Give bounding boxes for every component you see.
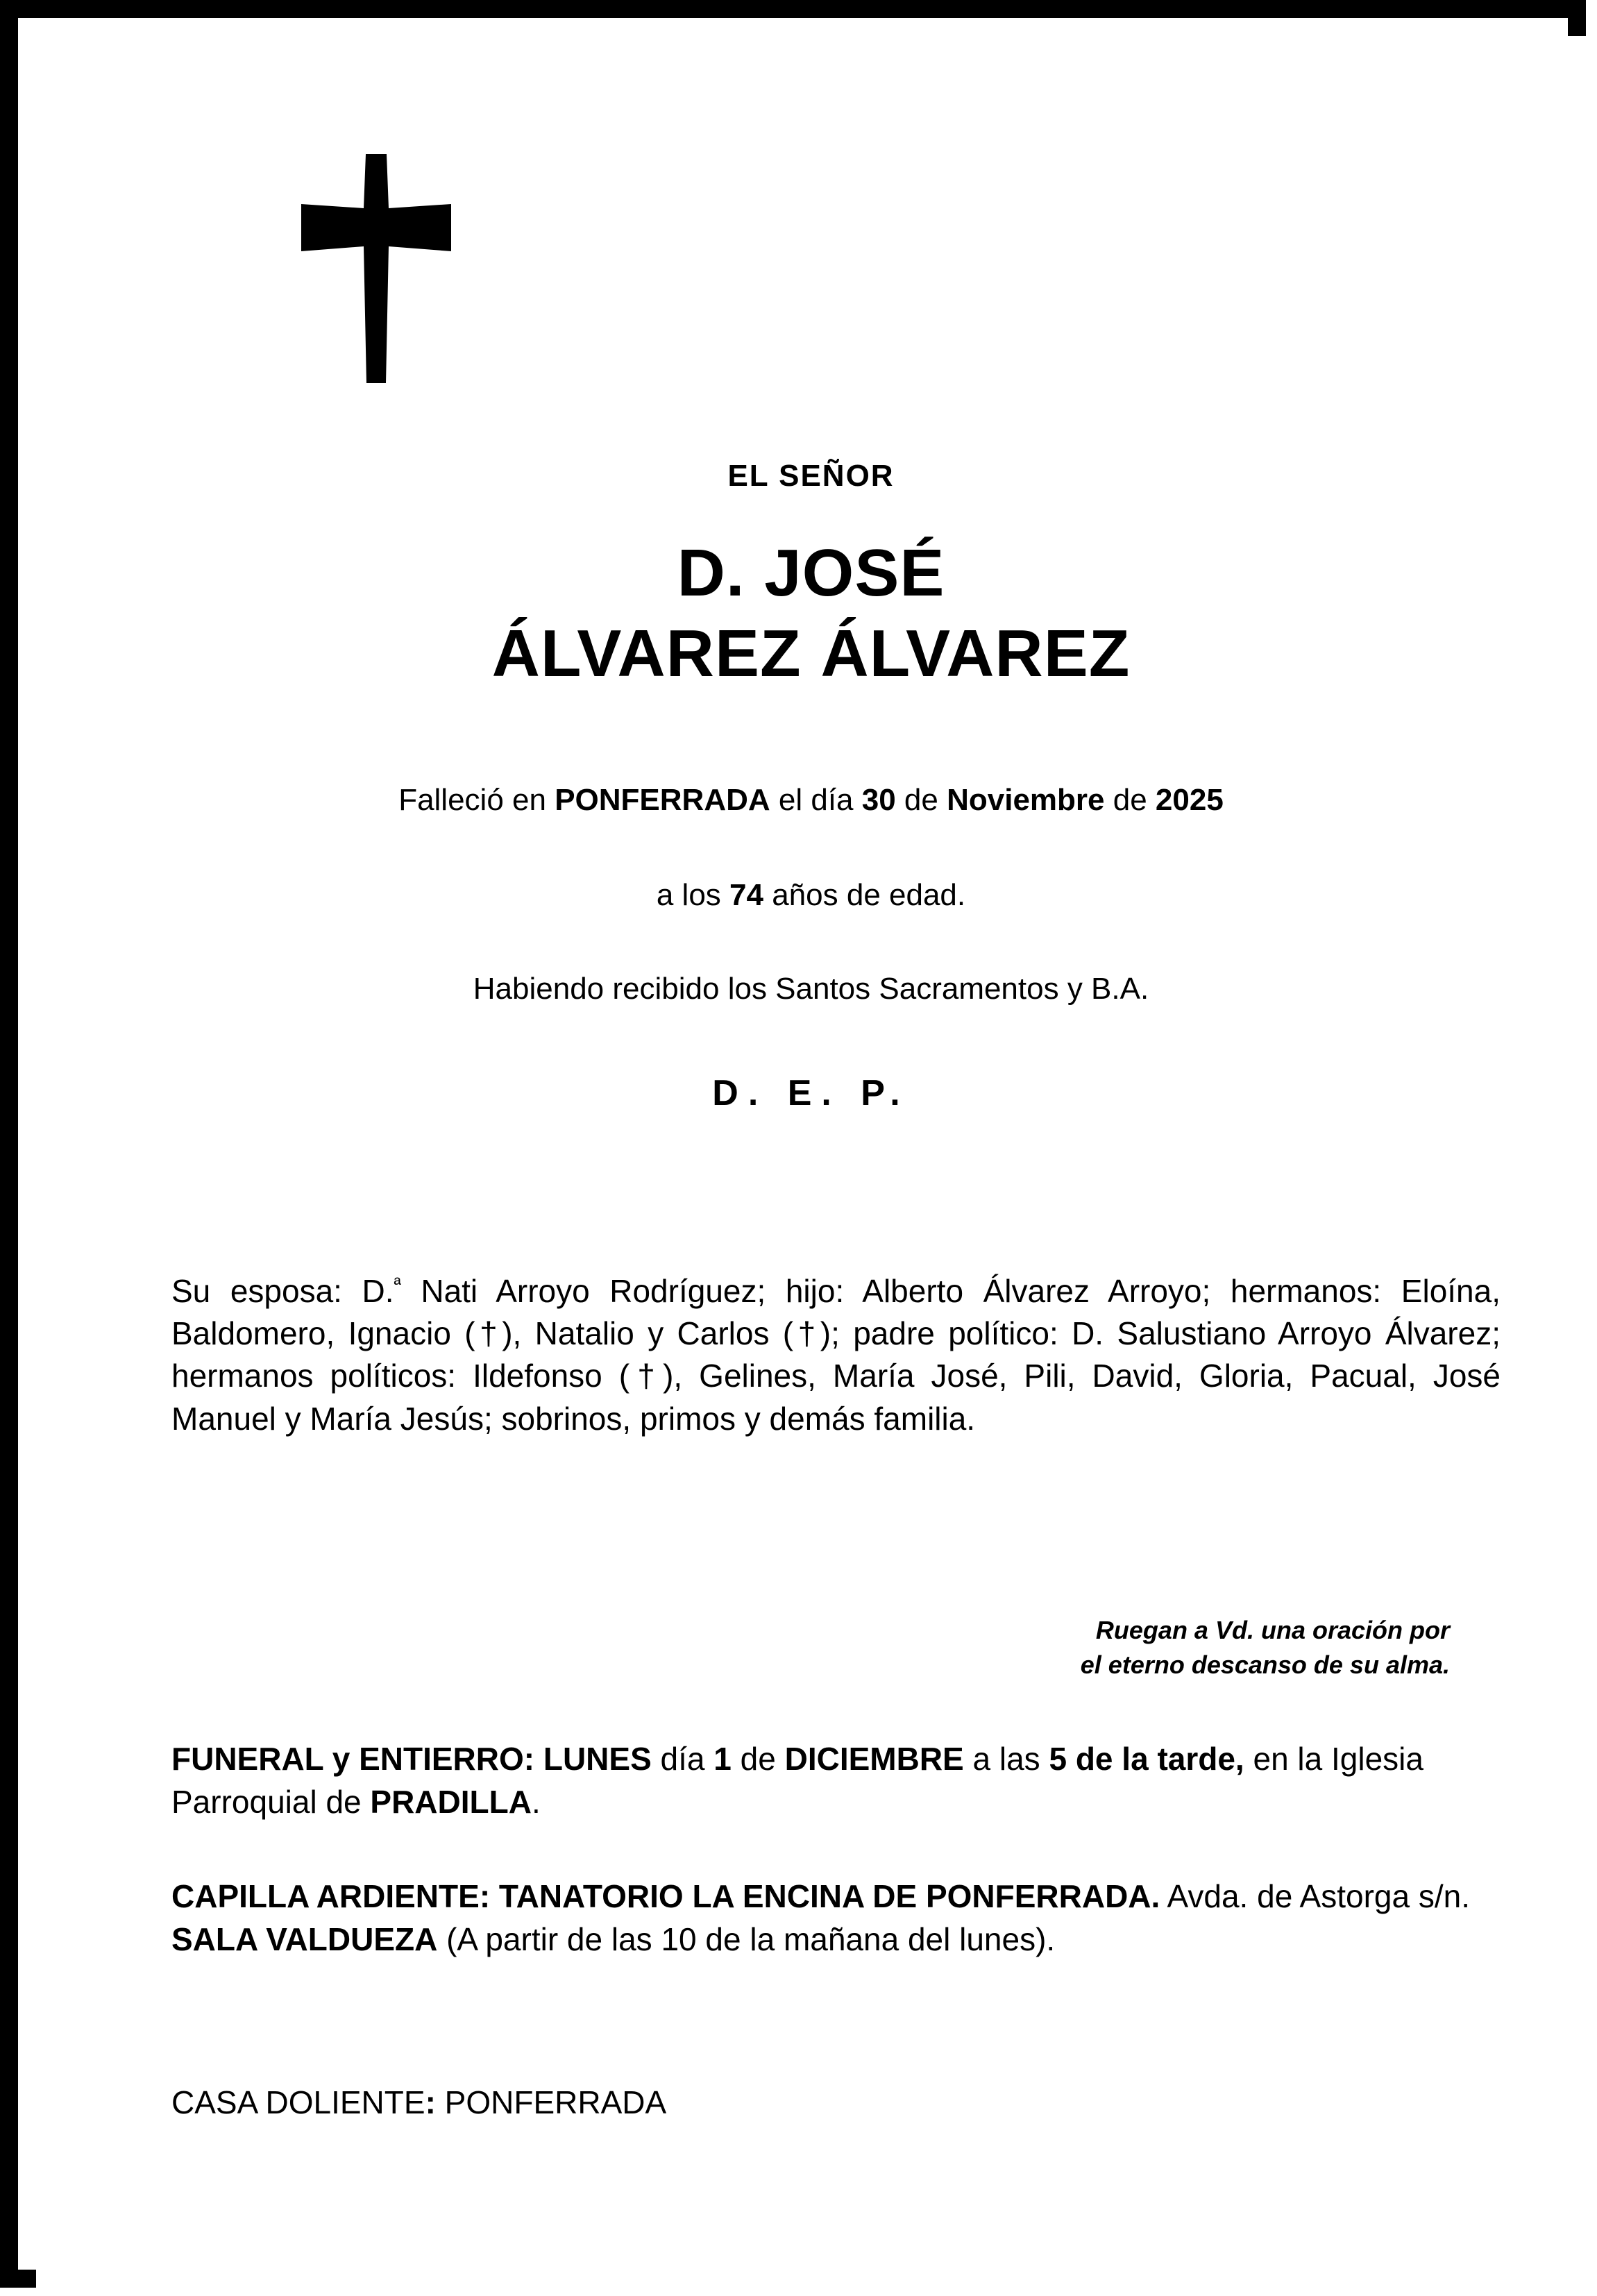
death-place: PONFERRADA [555, 783, 770, 818]
age-line [36, 877, 1586, 914]
death-year: 2025 [1155, 783, 1224, 818]
funeral-church-prefix: en la Iglesia Parroquial de [171, 1741, 1423, 1820]
funeral-label: FUNERAL y ENTIERRO: LUNES [171, 1741, 652, 1777]
death-mid: el día [770, 783, 862, 818]
prayer-line-2: el eterno descanso de su alma. [1080, 1650, 1450, 1679]
funeral-dia: día [651, 1741, 714, 1777]
dep-abbreviation: D. E. P. [712, 1072, 910, 1113]
age-years: 74 [729, 878, 763, 913]
funeral-day: 1 [713, 1741, 732, 1777]
family-text-body: Nati Arroyo Rodríguez; hijo: Alberto Álvarez Arroyo; hermanos: Eloína, Baldomero, Ignacio (†), Natalio y Carlos (†); padre político: D. Salustiano Arroyo Álvarez; hermanos políticos: Ildefonso (†), Gelines, María José, Pili, David, Gloria, Pacual, José Manuel y María Jesús; sobrinos, primos y demás familia. [171, 1273, 1501, 1437]
family-text-head: Su esposa: D. [171, 1273, 394, 1309]
capilla-address: Avda. de Astorga s/n. [1160, 1878, 1470, 1914]
capilla-label: CAPILLA ARDIENTE [171, 1878, 480, 1914]
death-prefix: Falleció en [398, 783, 555, 818]
prayer-line-1: Ruegan a Vd. una oración por [1095, 1616, 1450, 1644]
funeral-month: DICIEMBRE [784, 1741, 964, 1777]
casa-label: CASA DOLIENTE [171, 2084, 425, 2120]
funeral-a-las: a las [963, 1741, 1049, 1777]
latin-cross-icon [300, 154, 453, 383]
notice-header [36, 459, 1586, 1115]
casa-colon: : [425, 2084, 436, 2120]
ordinal-superscript: ª [394, 1273, 401, 1295]
capilla-venue: TANATORIO LA ENCINA DE PONFERRADA. [498, 1878, 1160, 1914]
funeral-church-end: . [531, 1783, 541, 1820]
death-date-line [36, 782, 1586, 819]
deceased-surname: ÁLVAREZ ÁLVAREZ [491, 616, 1131, 691]
death-de2: de [1104, 783, 1156, 818]
age-suffix: años de edad. [763, 878, 966, 913]
deceased-given-name: D. JOSÉ [677, 536, 945, 611]
notice-sheet [36, 36, 1586, 2288]
casa-doliente-block [171, 2082, 1503, 2125]
capilla-hours: (A partir de las 10 de la mañana del lunes). [437, 1921, 1056, 1957]
prayer-request [756, 1613, 1450, 1682]
funeral-de: de [731, 1741, 785, 1777]
capilla-ardiente-block [171, 1875, 1503, 1961]
family-survivors-paragraph [171, 1270, 1501, 1440]
capilla-room: SALA VALDUEZA [171, 1921, 438, 1957]
funeral-church: PRADILLA [370, 1783, 532, 1820]
age-prefix: a los [656, 878, 730, 913]
casa-place: PONFERRADA [435, 2084, 667, 2120]
death-month: Noviembre [947, 783, 1105, 818]
sacraments-line: Habiendo recibido los Santos Sacramentos y B.A. [473, 972, 1149, 1006]
honorific-label: EL SEÑOR [727, 459, 895, 493]
capilla-colon: : [479, 1878, 499, 1914]
funeral-time: 5 de la tarde, [1049, 1741, 1244, 1777]
death-de: de [895, 783, 947, 818]
death-day: 30 [861, 783, 896, 818]
funeral-service-block [171, 1738, 1503, 1823]
